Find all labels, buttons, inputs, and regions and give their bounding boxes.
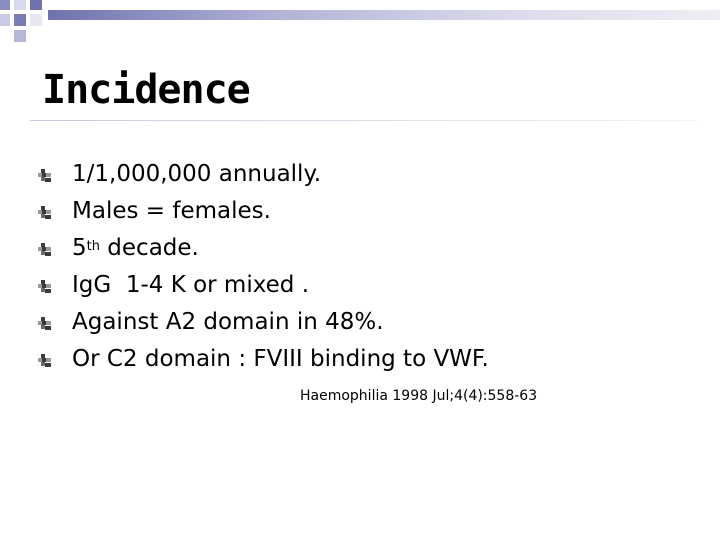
list-item xyxy=(38,304,489,341)
staggered-square-bullet-icon xyxy=(38,280,52,294)
staggered-square-bullet-icon xyxy=(38,243,52,257)
bullet-text: 1/1,000,000 annually. xyxy=(72,161,322,187)
bullet-text: IgG 1-4 K or mixed . xyxy=(72,272,310,298)
bullet-text: Males = females. xyxy=(72,198,271,224)
staggered-square-bullet-icon xyxy=(38,206,52,220)
bullet-text: Or C2 domain : FVIII binding to VWF. xyxy=(72,346,489,372)
bullet-text: Against A2 domain in 48%. xyxy=(72,309,384,335)
ordinal-suffix: th xyxy=(86,239,100,254)
staggered-square-bullet-icon xyxy=(38,169,52,183)
staggered-square-bullet-icon xyxy=(38,317,52,331)
list-item xyxy=(38,193,489,230)
corner-squares-decoration-icon xyxy=(0,0,60,44)
bullet-text-rest: decade. xyxy=(99,235,199,261)
citation-reference: Haemophilia 1998 Jul;4(4):558-63 xyxy=(300,388,538,404)
slide-title: Incidence xyxy=(42,67,250,113)
list-item xyxy=(38,230,489,267)
staggered-square-bullet-icon xyxy=(38,354,52,368)
list-item xyxy=(38,341,489,378)
bullet-text xyxy=(72,235,199,261)
ordinal-number: 5 xyxy=(72,235,87,261)
list-item xyxy=(38,267,489,304)
list-item xyxy=(38,156,489,193)
header-gradient-band xyxy=(48,10,720,20)
bullet-list xyxy=(38,156,489,378)
title-divider xyxy=(30,120,698,121)
